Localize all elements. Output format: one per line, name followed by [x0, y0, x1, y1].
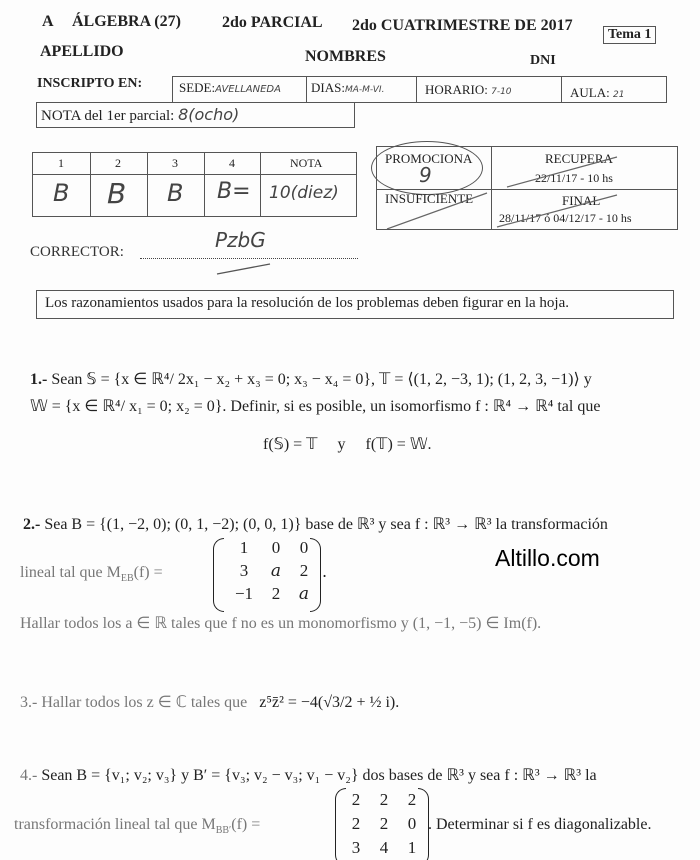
sede-value: AVELLANEDA [215, 84, 281, 95]
grade-value-nota: 10(diez) [269, 183, 339, 203]
problem-2-matrix: 1 0 0 3 a 2 −1 2 a [234, 538, 310, 604]
strike-marks [377, 147, 677, 229]
aula-value: 21 [612, 90, 625, 100]
grade-value-3: B [167, 179, 184, 207]
grade-header-1: 1 [58, 156, 64, 170]
problem-2-line3: Hallar todos los a ∈ ℝ tales que f no es un monomorfismo y (1, −1, −5) ∈ Im(f). [20, 615, 542, 632]
signature-stroke [215, 262, 275, 276]
nombres-label: NOMBRES [305, 48, 386, 65]
corrector-line [140, 258, 358, 259]
status-table [376, 146, 678, 230]
problem-4-matrix: 2 2 2 2 2 0 3 4 1 [351, 790, 417, 857]
course-title: ÁLGEBRA (27) [72, 13, 181, 30]
grades-table [32, 152, 357, 217]
problem-4-line2: transformación lineal tal que $M_{BB'}(f)$ = [14, 816, 261, 837]
nota-primer-parcial-box [36, 102, 355, 128]
inscripto-label: INSCRIPTO EN: [37, 76, 143, 91]
promociona-mark: 9 [419, 163, 432, 187]
grade-value-2: B [107, 177, 127, 210]
dni-label: DNI [530, 53, 556, 68]
problem-3-line: 3.- Hallar todos los z ∈ ℂ tales que z⁵z̄² = −4(√3/2 + ½ i). [20, 694, 400, 711]
grade-header-4: 4 [229, 156, 235, 170]
grade-header-2: 2 [115, 156, 121, 170]
recupera-date: 22/11/17 - 10 hs [535, 171, 613, 185]
apellido-label: APELLIDO [40, 43, 124, 60]
watermark: Altillo.com [495, 545, 600, 571]
insuficiente-label: INSUFICIENTE [385, 191, 474, 206]
matrix-bracket-left [213, 538, 224, 612]
tema-box: Tema 1 [603, 26, 656, 44]
problem-1-line1: 1.- Sean 𝕊 = {x ∈ ℝ⁴/ 2x₁ − x₂ + x₃ = 0; x₃ − x₄ = 0}, 𝕋 = ⟨(1, 2, −3, 1); (1, 2, 3, −1)⟩ y [30, 371, 592, 388]
notice-box [36, 290, 674, 319]
grade-header-nota: NOTA [290, 156, 323, 170]
corrector-signature: PzbG [215, 228, 266, 252]
problem-4-line3: . Determinar si f es diagonalizable. [428, 816, 652, 833]
nota1-label: NOTA del 1er parcial: [41, 108, 175, 124]
aula-label: AULA: [570, 85, 610, 100]
grade-value-4: B= [217, 179, 251, 204]
promociona-label: PROMOCIONA [385, 151, 473, 166]
final-label: FINAL [562, 193, 601, 208]
sede-label: SEDE: [179, 80, 216, 95]
final-date: 28/11/17 ó 04/12/17 - 10 hs [499, 211, 632, 225]
problem-2-line1: 2.- Sea B = {(1, −2, 0); (0, 1, −2); (0, 0, 1)} base de ℝ³ y sea f : ℝ³ → ℝ³ la transformación [23, 516, 608, 533]
notice-text: Los razonamientos usados para la resolución de los problemas deben figurar en la hoja. [45, 295, 569, 311]
problem-4-line1: 4.- Sean B = {v₁; v₂; v₃} y B′ = {v₃; v₂ − v₃; v₁ − v₂} dos bases de ℝ³ y sea f : ℝ³ → ℝ³ la [20, 767, 597, 784]
horario-label: HORARIO: [425, 82, 488, 97]
exam-letter: A [42, 13, 54, 30]
corrector-label: CORRECTOR: [30, 244, 124, 260]
nota1-value: 8(ocho) [178, 105, 240, 124]
horario-value: 7-10 [491, 87, 512, 97]
problem-1-equation: f(𝕊) = 𝕋 y f(𝕋) = 𝕎. [263, 436, 432, 453]
inscripcion-box [172, 76, 667, 103]
matrix-bracket-right [310, 538, 321, 612]
cuatrimestre: 2do CUATRIMESTRE DE 2017 [352, 17, 573, 34]
problem-2-line2: lineal tal que $M_{EB}(f)$ = [20, 564, 163, 585]
problem-1-line2: 𝕎 = {x ∈ ℝ⁴/ x₁ = 0; x₂ = 0}. Definir, si es posible, un isomorfismo f : ℝ⁴ → ℝ⁴ tal que [30, 398, 601, 415]
dias-label: DIAS: [311, 80, 345, 95]
grade-header-3: 3 [172, 156, 178, 170]
dias-value: MA-M-VI. [344, 85, 385, 95]
grade-value-1: B [53, 179, 70, 207]
exam-page: A ÁLGEBRA (27) 2do PARCIAL 2do CUATRIMESTRE DE 2017 Tema 1 APELLIDO NOMBRES DNI INSCRIPTO EN: SEDE:AVELLANEDA DIAS:MA-M-VI. HORARIO: 7-10 AULA: 21 NOTA del 1er parcial: 8(ocho) 1 2 3 4 NOTA B B B B= 10(diez) PROMOCIONA 9 RECUPERA 22/11/17 - 10 hs INSUFICIENTE FINAL 28/11/17 ó 04/12/17 - 10 hs CORRECTOR: PzbG Los razonamientos usados para la resolución de los problemas deben figurar en la hoja. 1.- Sean 𝕊 = {x ∈ ℝ⁴/ 2x₁ − x₂ + x₃ = 0; x₃ − x₄ = 0}, 𝕋 = ⟨(1, 2, −3, 1); (1, 2, 3, −1)⟩ y 𝕎 = {x ∈ ℝ⁴/ x₁ = 0; x₂ = 0}. Definir, si es posible, un isomorfismo f : ℝ⁴ → ℝ⁴ tal que f(𝕊) = 𝕋 y f(𝕋) = 𝕎. 2.- Sea B = {(1, −2, 0); (0, 1, −2); (0, 0, 1)} base de ℝ³ y sea f : ℝ³ → ℝ³ la transformación lineal tal que $M_{EB}(f)$ = 1 0 0 3 a 2 −1 2 a . Altillo.com Hallar todos los a ∈ ℝ tales que f no es un monomorfismo y (1, −1, −5) ∈ Im(f). 3.- Hallar todos los z ∈ ℂ tales que z⁵z̄² = −4(√3/2 + ½ i). 4.- Sean B = {v₁; v₂; v₃} y B′ = {v₃; v₂ − v₃; v₁ − v₂} dos bases de ℝ³ y sea f : ℝ³ → ℝ³ la transformación lineal tal que $M_{BB'}(f)$ = 2 2 2 2 2 0 3 4 1 . Determinar si f es diagonalizable. [0, 0, 700, 860]
parcial: 2do PARCIAL [222, 14, 323, 31]
recupera-label: RECUPERA [545, 151, 613, 166]
